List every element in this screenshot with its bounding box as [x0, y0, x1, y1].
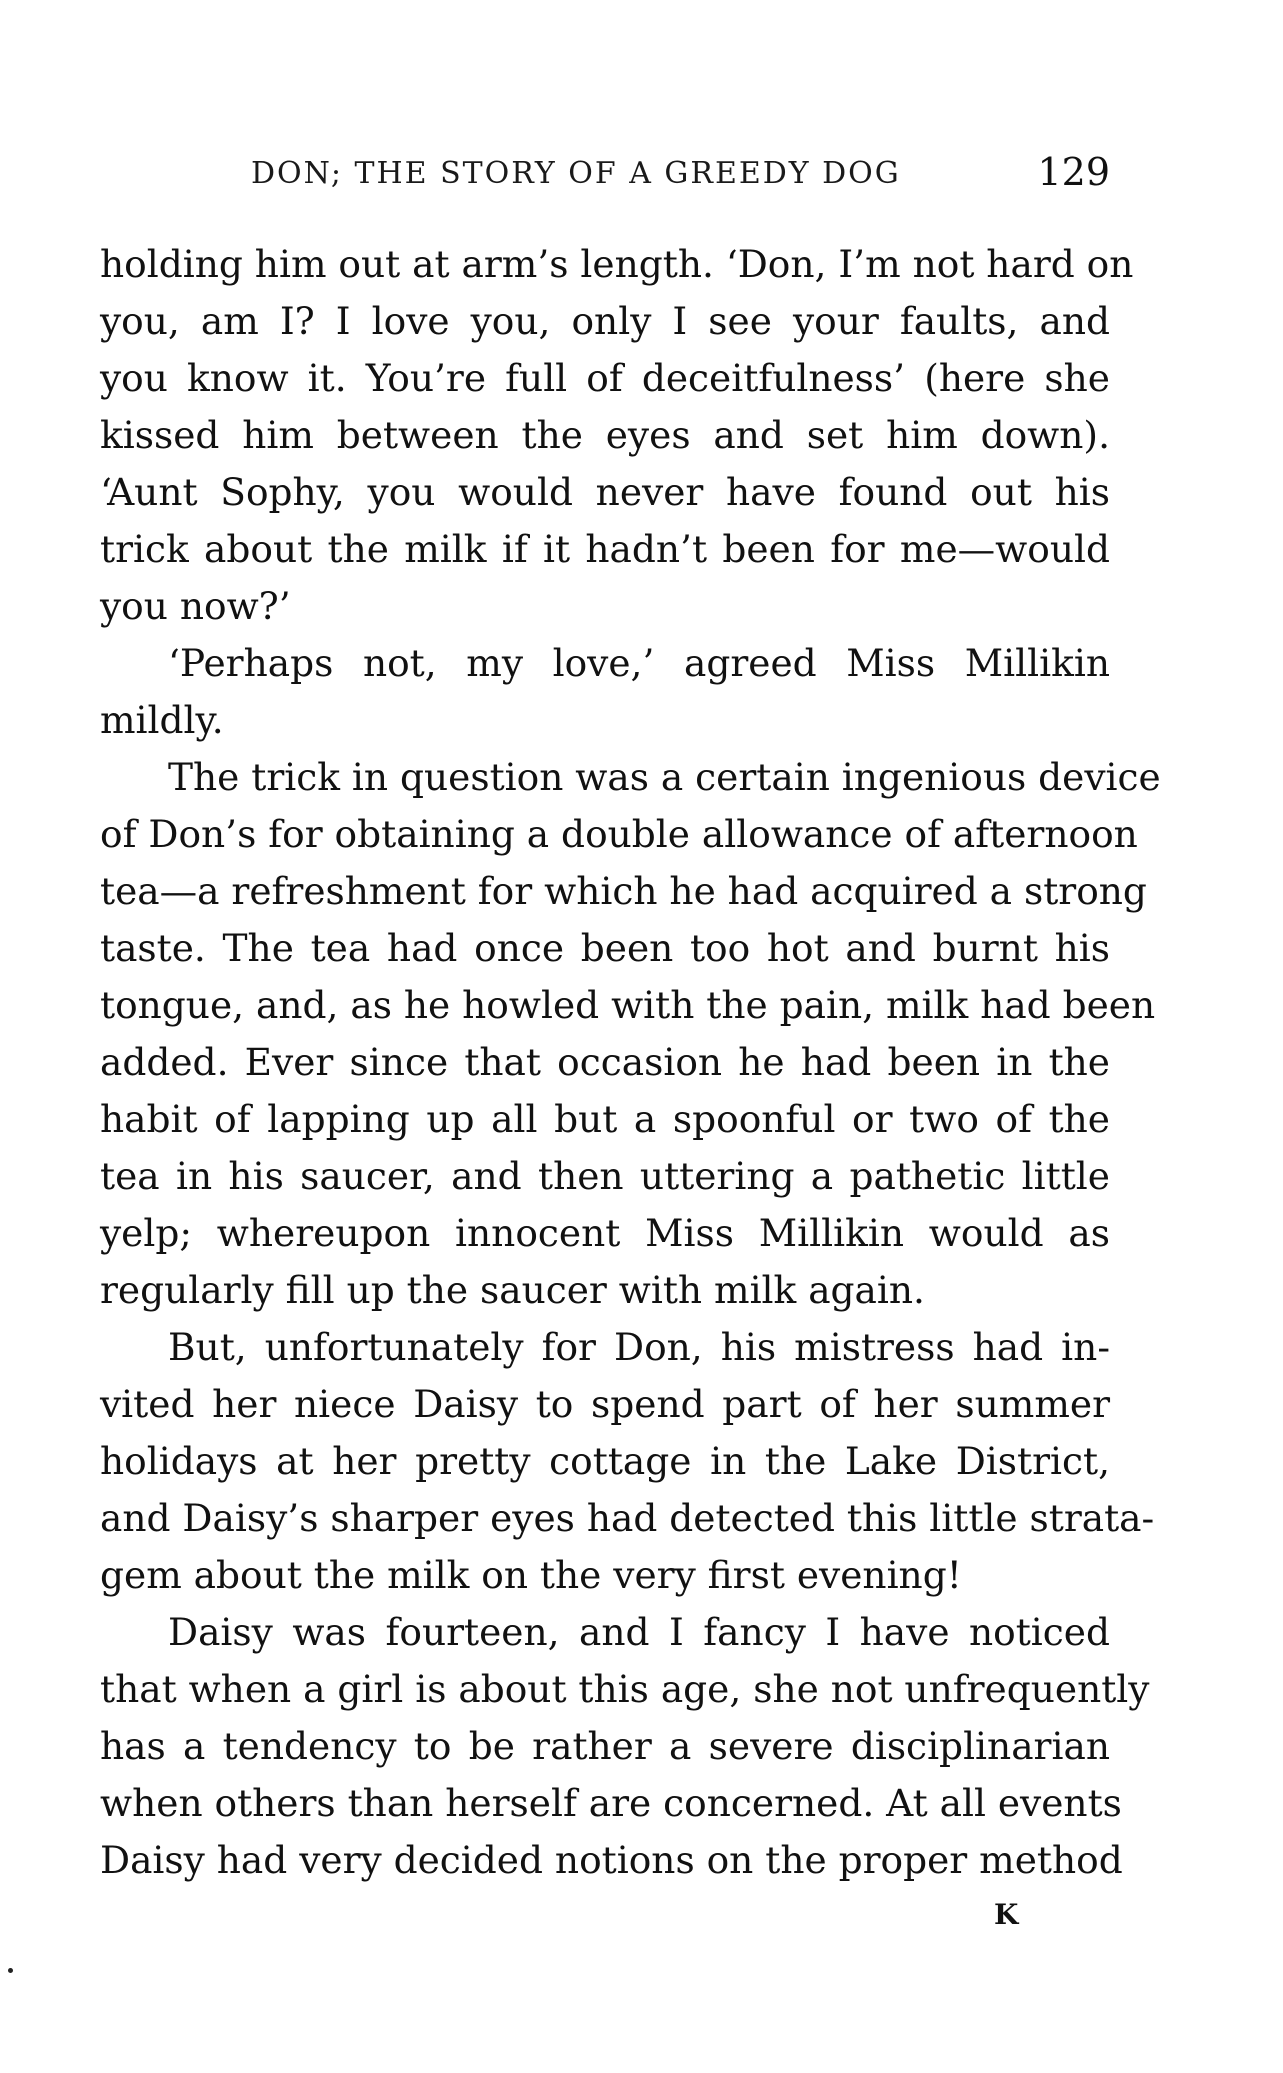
text-line: kissed him between the eyes and set him down). [100, 413, 1110, 457]
text-line: ‘Perhaps not, my love,’ agreed Miss Millikin [168, 641, 1110, 685]
text-line: of Don’s for obtaining a double allowance of afternoon [100, 812, 1138, 856]
text-line: trick about the milk if it hadn’t been for me—would [100, 527, 1110, 571]
text-line: The trick in question was a certain ingenious device [168, 755, 1161, 799]
ink-speck [8, 1968, 13, 1973]
text-line: mildly. [100, 698, 224, 742]
text-line: gem about the milk on the very first evening! [100, 1553, 962, 1597]
text-line: holidays at her pretty cottage in the Lake District, [100, 1439, 1110, 1483]
text-line: habit of lapping up all but a spoonful or two of the [100, 1097, 1110, 1141]
text-line: vited her niece Daisy to spend part of her summer [100, 1382, 1110, 1426]
text-line: and Daisy’s sharper eyes had detected this little strata- [100, 1496, 1155, 1540]
text-line: tea—a refreshment for which he had acquired a strong [100, 869, 1147, 913]
text-line: yelp; whereupon innocent Miss Millikin would as [100, 1211, 1110, 1255]
text-line: when others than herself are concerned. At all events [100, 1781, 1122, 1825]
text-line: you, am I? I love you, only I see your faults, and [100, 299, 1110, 343]
text-line: regularly fill up the saucer with milk again. [100, 1268, 925, 1312]
text-line: Daisy had very decided notions on the proper method [100, 1838, 1123, 1882]
text-line: that when a girl is about this age, she not unfrequently [100, 1667, 1150, 1711]
text-line: tongue, and, as he howled with the pain, milk had been [100, 983, 1156, 1027]
text-line: But, unfortunately for Don, his mistress had in- [168, 1325, 1110, 1369]
running-head-title: DON; THE STORY OF A GREEDY DOG [251, 156, 901, 191]
page-number: 129 [1037, 150, 1110, 194]
text-line: you know it. You’re full of deceitfulness’ (here she [100, 356, 1110, 400]
text-line: ‘Aunt Sophy, you would never have found out his [100, 470, 1110, 514]
text-line: Daisy was fourteen, and I fancy I have noticed [168, 1610, 1110, 1654]
text-line: has a tendency to be rather a severe disciplinarian [100, 1724, 1110, 1768]
text-line: you now?’ [100, 584, 291, 628]
text-line: tea in his saucer, and then uttering a pathetic little [100, 1154, 1110, 1198]
running-header [100, 150, 1110, 198]
body-text [100, 236, 1161, 1889]
text-line: taste. The tea had once been too hot and burnt his [100, 926, 1110, 970]
text-line: holding him out at arm’s length. ‘Don, I’m not hard on [100, 242, 1134, 286]
text-line: added. Ever since that occasion he had been in the [100, 1040, 1110, 1084]
signature-mark: K [994, 1898, 1020, 1931]
